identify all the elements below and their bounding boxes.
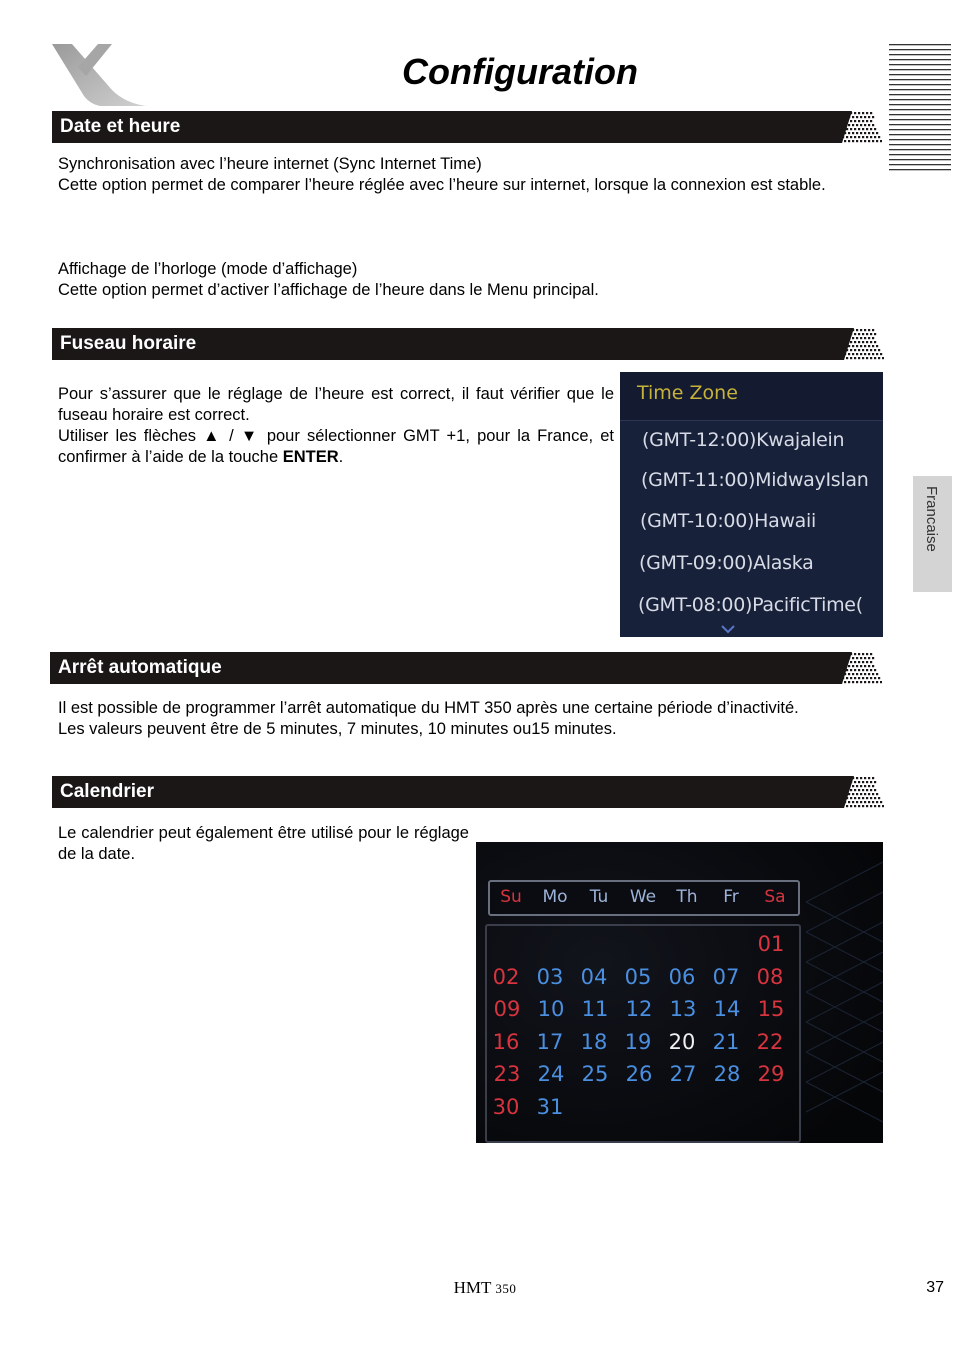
page-title: Configuration — [402, 51, 638, 92]
language-tab — [913, 476, 952, 592]
calendar-day: 19 — [624, 1029, 652, 1054]
stripe-line — [889, 164, 951, 165]
stripe-line — [889, 124, 951, 125]
timezone-header — [620, 372, 883, 421]
timezone-item: (GMT-11:00)MidwayIslan — [641, 469, 869, 491]
calendar-grid — [485, 924, 801, 1143]
stripe-line — [889, 44, 951, 45]
calendar-day: 13 — [669, 997, 697, 1021]
weekday-label: Su — [500, 887, 522, 907]
body-text: Pour s’assurer que le réglage de l’heure est correct, il faut vérifier que le fuseau horaire est correct. — [58, 385, 614, 424]
stripe-line — [889, 119, 951, 120]
stripe-line — [889, 114, 951, 115]
calendar-day: 21 — [712, 1029, 740, 1054]
stripe-line — [889, 74, 951, 75]
weekday-label: Th — [676, 887, 698, 907]
stripe-line — [889, 89, 951, 90]
calendar-day: 11 — [581, 997, 609, 1021]
calendar-day: 29 — [757, 1062, 785, 1086]
brand-logo — [50, 40, 150, 110]
stripe-line — [889, 84, 951, 85]
stripe-line — [889, 99, 951, 100]
weekday-label: Fr — [723, 887, 739, 907]
hatch-pattern — [838, 111, 882, 143]
date-paragraph-1 — [58, 154, 876, 196]
timezone-screenshot — [620, 372, 883, 637]
calendar-day: 10 — [537, 997, 565, 1021]
stripe-line — [889, 139, 951, 140]
section-header-timezone — [52, 328, 884, 360]
instruction-text: Utiliser les flèches ▲ / ▼ pour sélectionner GMT +1, pour la France, et confirmer à l’aide de la touche — [58, 427, 614, 466]
calendar-day: 15 — [757, 997, 785, 1021]
calendar-weekday-header — [488, 880, 800, 916]
stripe-line — [889, 109, 951, 110]
calendar-day: 05 — [624, 964, 652, 989]
body-text: Il est possible de programmer l’arrêt automatique du HMT 350 après une certaine période d’inactivité. — [58, 699, 799, 717]
calendar-day: 26 — [625, 1062, 653, 1086]
timezone-title: Time Zone — [637, 382, 738, 404]
calendar-day: 22 — [756, 1029, 784, 1054]
timezone-paragraph — [58, 384, 614, 468]
stripe-line — [889, 49, 951, 50]
section-header-calendar — [52, 776, 884, 808]
date-paragraph-2 — [58, 259, 876, 301]
calendar-day: 02 — [492, 964, 520, 989]
stripe-line — [889, 134, 951, 135]
calendar-day: 23 — [493, 1062, 521, 1086]
hatch-pattern — [840, 328, 884, 360]
stripe-line — [889, 64, 951, 65]
calendar-day: 17 — [536, 1029, 564, 1054]
calendar-day: 07 — [712, 964, 740, 989]
calendar-day: 24 — [537, 1062, 565, 1086]
auto-off-paragraph — [58, 698, 888, 740]
calendar-day: 06 — [668, 964, 696, 989]
section-header-date — [52, 111, 882, 143]
timezone-item: (GMT-12:00)Kwajalein — [642, 429, 845, 451]
punctuation: . — [338, 448, 344, 466]
timezone-item: (GMT-10:00)Hawaii — [640, 510, 816, 532]
brand-name: HMT — [453, 1278, 492, 1297]
section-title: Fuseau horaire — [60, 333, 197, 354]
body-text — [58, 426, 614, 468]
weekday-label: Mo — [542, 887, 568, 907]
calendar-day: 08 — [756, 964, 784, 989]
hatch-pattern — [840, 776, 884, 808]
weekday-label: Tu — [589, 887, 609, 907]
stripe-line — [889, 144, 951, 145]
calendar-day: 31 — [536, 1094, 564, 1119]
stripe-line — [889, 129, 951, 130]
stripe-line — [889, 54, 951, 55]
calendar-screenshot — [476, 842, 883, 1143]
subheading: Affichage de l’horloge (mode d’affichage) — [58, 260, 358, 278]
calendar-paragraph — [58, 823, 469, 865]
calendar-day: 12 — [625, 997, 653, 1021]
section-header-auto-off — [50, 652, 882, 684]
stripe-line — [889, 79, 951, 80]
stripe-line — [889, 59, 951, 60]
body-text: Cette option permet d’activer l’affichage de l’heure dans le Menu principal. — [58, 281, 599, 299]
calendar-day: 30 — [492, 1094, 520, 1119]
stripe-line — [889, 154, 951, 155]
calendar-day: 28 — [713, 1062, 741, 1086]
stripe-line — [889, 94, 951, 95]
stripe-line — [889, 104, 951, 105]
calendar-day: 18 — [580, 1029, 608, 1054]
body-text: Le calendrier peut également être utilisé pour le réglage de la date. — [58, 824, 469, 863]
calendar-day: 01 — [757, 932, 785, 956]
subheading: Synchronisation avec l’heure internet (Sync Internet Time) — [58, 155, 482, 173]
stripe-line — [889, 69, 951, 70]
page-number: 37 — [926, 1279, 944, 1296]
body-text: Cette option permet de comparer l’heure réglée avec l’heure sur internet, lorsque la connexion est stable. — [58, 176, 826, 194]
stripe-line — [889, 159, 951, 160]
model-number: 350 — [495, 1281, 517, 1296]
calendar-day: 14 — [713, 997, 741, 1021]
stripe-line — [889, 169, 951, 170]
calendar-day: 03 — [536, 964, 564, 989]
decorative-stripes — [889, 44, 951, 172]
hatch-pattern — [838, 652, 882, 684]
section-title: Date et heure — [60, 116, 181, 137]
weekday-label: Sa — [764, 887, 786, 907]
weekday-label: We — [629, 887, 657, 907]
calendar-day: 20 — [668, 1029, 696, 1054]
calendar-day: 09 — [493, 997, 521, 1021]
enter-key-label: ENTER — [282, 448, 339, 466]
calendar-day: 25 — [581, 1062, 609, 1086]
body-text: Les valeurs peuvent être de 5 minutes, 7 minutes, 10 minutes ou15 minutes. — [58, 720, 617, 738]
chevron-down-icon — [721, 625, 735, 634]
section-title: Arrêt automatique — [58, 657, 222, 678]
footer-brand — [430, 1278, 540, 1298]
stripe-line — [889, 149, 951, 150]
calendar-day: 27 — [669, 1062, 697, 1086]
calendar-day: 04 — [580, 964, 608, 989]
timezone-item: (GMT-08:00)PacificTime( — [638, 594, 863, 616]
timezone-item: (GMT-09:00)Alaska — [639, 552, 814, 574]
calendar-day: 16 — [492, 1029, 520, 1054]
section-title: Calendrier — [60, 781, 154, 802]
language-tab-label: Francaise — [923, 486, 940, 552]
